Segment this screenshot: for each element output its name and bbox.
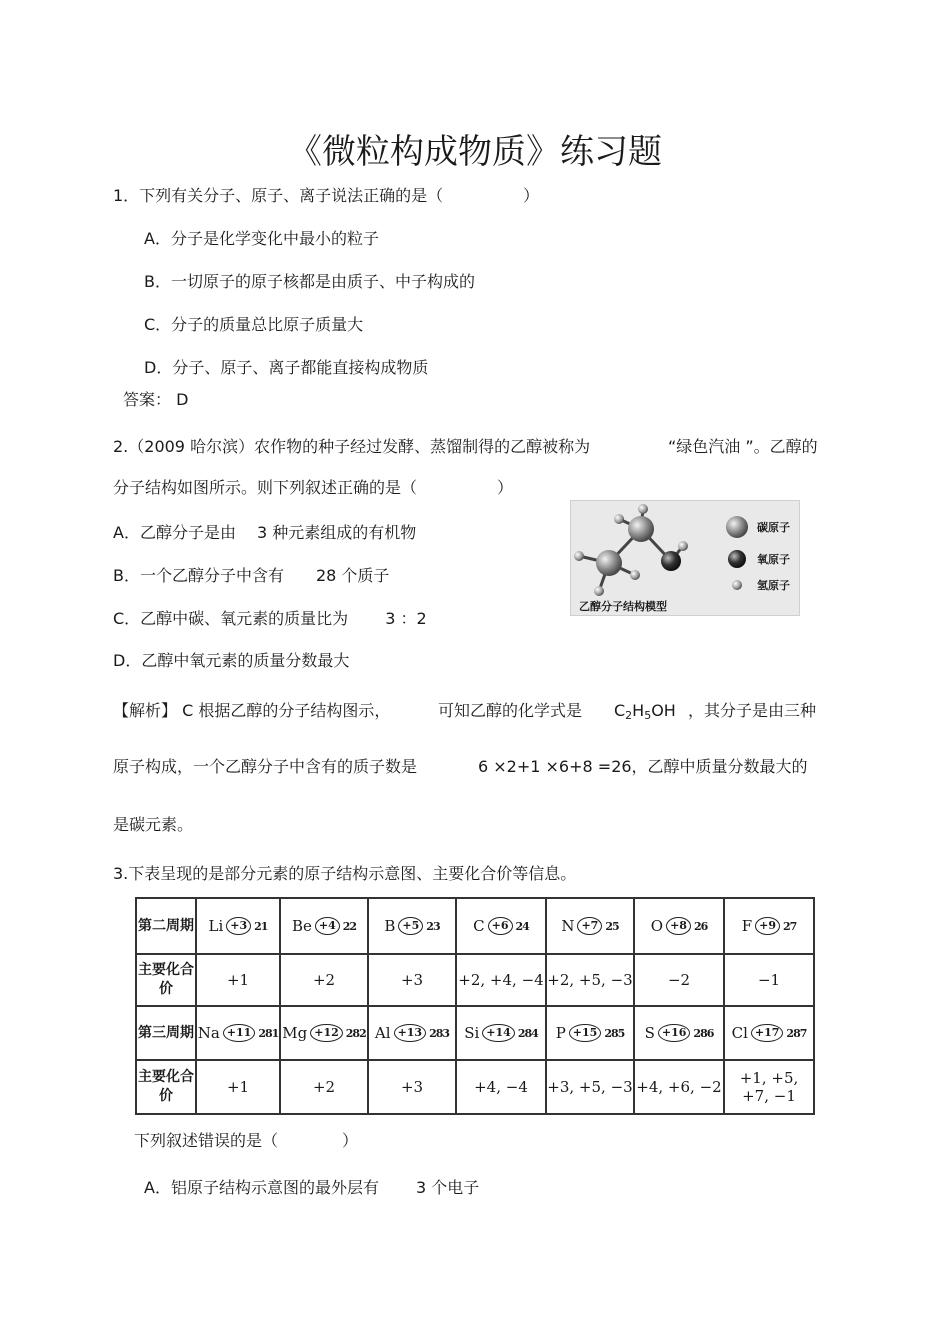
q3-option-a: A．铝原子结构示意图的最外层有 3 个电子	[144, 1178, 480, 1197]
q2-analysis-line2-b: 6 ×2+1 ×6+8 =26，乙醇中质量分数最大的	[478, 757, 808, 776]
valence-cell: −2	[634, 954, 724, 1006]
row-label: 第三周期	[136, 1006, 196, 1060]
legend-oxygen-swatch	[728, 550, 746, 568]
hydrogen-atom	[574, 551, 584, 561]
q1-stem: 1．下列有关分子、原子、离子说法正确的是（ ）	[113, 186, 540, 205]
q1-option-b: B．一切原子的原子核都是由质子、中子构成的	[144, 272, 475, 291]
valence2-row	[136, 954, 814, 1006]
hydrogen-atom	[614, 514, 624, 524]
hydrogen-atom	[638, 504, 648, 514]
valence-cell: +2	[280, 954, 368, 1006]
valence3-row	[136, 1060, 814, 1114]
valence-cell: +3, +5, −3	[546, 1060, 634, 1114]
q1-option-a: A．分子是化学变化中最小的粒子	[144, 229, 379, 248]
q2-analysis-line3: 是碳元素。	[113, 815, 194, 834]
row-label: 主要化合价	[136, 1060, 196, 1114]
q1-option-d: D．分子、原子、离子都能直接构成物质	[144, 358, 429, 377]
carbon-atom	[596, 550, 622, 576]
q2-option-b: B．一个乙醇分子中含有 28 个质子	[113, 566, 390, 585]
hydrogen-atom	[678, 541, 688, 551]
valence-cell: +1	[196, 1060, 280, 1114]
legend-oxygen-label: 氧原子	[757, 553, 790, 566]
q1-answer: 答案： D	[123, 390, 189, 409]
valence-cell: +1, +5, +7, −1	[724, 1060, 814, 1114]
q2-option-c: C．乙醇中碳、氧元素的质量比为 3 ：2	[113, 609, 427, 628]
q2-formula: $C_2H_5OH$	[614, 701, 676, 722]
legend-carbon-label: 碳原子	[757, 521, 790, 534]
hydrogen-atom	[630, 570, 640, 580]
row-label: 第二周期	[136, 898, 196, 954]
page-title: 《微粒构成物质》练习题	[288, 132, 662, 172]
carbon-atom	[628, 516, 654, 542]
q1-option-c: C．分子的质量总比原子质量大	[144, 315, 364, 334]
q2-stem-line1: 2.（2009 哈尔滨）农作物的种子经过发酵、蒸馏制得的乙醇被称为	[113, 437, 591, 456]
q2-analysis-line1-a: 【解析】 C 根据乙醇的分子结构图示，	[113, 701, 391, 720]
valence-cell: +4, +6, −2	[634, 1060, 724, 1114]
valence-cell: +3	[368, 954, 456, 1006]
q2-analysis-line1-c: ，其分子是由三种	[688, 701, 817, 720]
ethanol-model-figure	[570, 500, 800, 616]
valence-cell: −1	[724, 954, 814, 1006]
hydrogen-atom	[594, 586, 604, 596]
q2-analysis-line2-a: 原子构成，一个乙醇分子中含有的质子数是	[113, 757, 418, 776]
q2-stem-line2: 分子结构如图所示。则下列叙述正确的是（ ）	[113, 478, 514, 497]
legend-hydrogen-swatch	[732, 580, 742, 590]
oxygen-atom	[661, 551, 681, 571]
element-table	[135, 897, 815, 1115]
period3-row: 第三周期 Na +11 281 Mg +12 282 Al +13 283 Si +14 284 P +15 285 S +16 286 Cl +17 287	[136, 1006, 814, 1060]
valence-cell: +2, +5, −3	[546, 954, 634, 1006]
q2-option-d: D．乙醇中氧元素的质量分数最大	[113, 651, 350, 670]
valence-cell: +4, −4	[456, 1060, 546, 1114]
valence-cell: +2, +4, −4	[456, 954, 546, 1006]
q2-stem-line1-end: “绿色汽油 ”。乙醇的	[668, 437, 818, 456]
q2-option-a: A．乙醇分子是由 3 种元素组成的有机物	[113, 523, 417, 542]
row-label: 主要化合价	[136, 954, 196, 1006]
period2-row: 第二周期 Li +3 21 Be +4 22 B +5 23 C +6 24 N +7 25 O +8 26 F +9 27	[136, 898, 814, 954]
valence-cell: +2	[280, 1060, 368, 1114]
q3-stem: 3.下表呈现的是部分元素的原子结构示意图、主要化合价等信息。	[113, 864, 577, 883]
valence-cell: +1	[196, 954, 280, 1006]
figure-caption: 乙醇分子结构模型	[579, 600, 667, 613]
legend-carbon-swatch	[726, 516, 748, 538]
valence-cell: +3	[368, 1060, 456, 1114]
legend-hydrogen-label: 氢原子	[757, 579, 790, 592]
q2-analysis-line1-b: 可知乙醇的化学式是	[438, 701, 583, 720]
q3-sub-stem: 下列叙述错误的是（ ）	[134, 1131, 359, 1150]
